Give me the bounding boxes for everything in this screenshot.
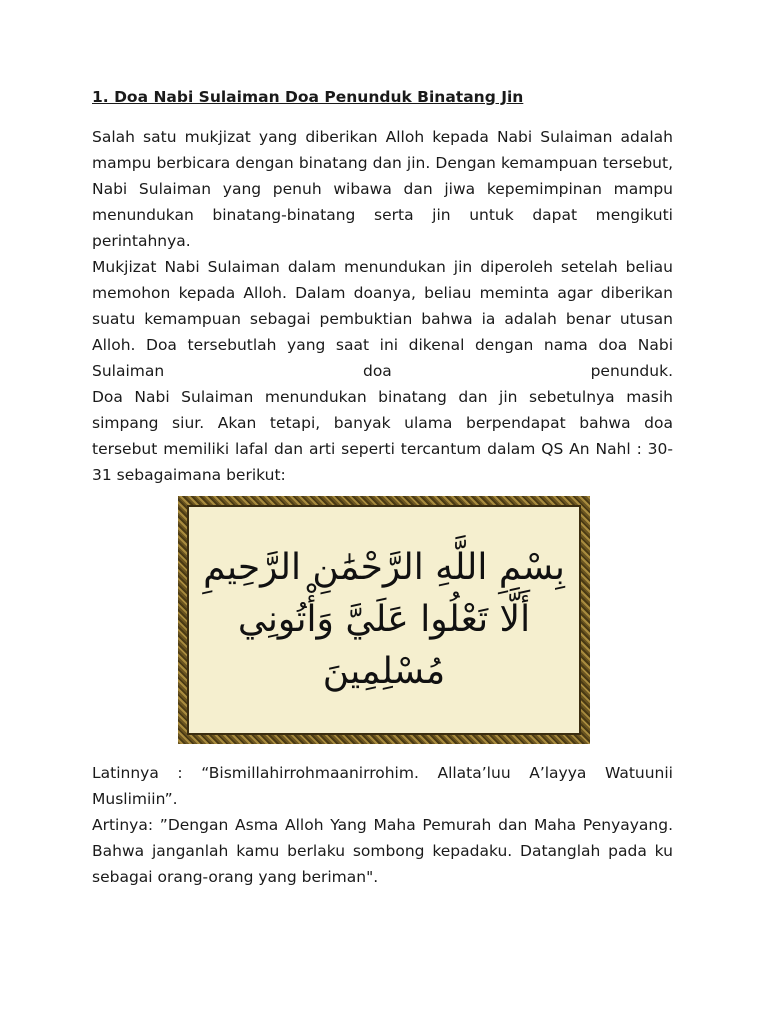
document-page — [92, 86, 673, 488]
arabic-calligraphy-figure — [178, 496, 590, 744]
arabic-line-muslimin: مُسْلِمِينَ — [322, 651, 446, 692]
text-line: Bahwa janganlah kamu berlaku sombong kepadaku. Datanglah pada ku — [92, 842, 673, 860]
text-line: tersebut memiliki lafal dan arti seperti tercantum dalam QS An Nahl : 30- — [92, 440, 673, 458]
arabic-line-verse: أَلَّا تَعْلُوا عَلَيَّ وَأْتُونِي — [237, 599, 531, 640]
text-line: 31 sebagaimana berikut: — [92, 466, 286, 484]
text-line: memohon kepada Alloh. Dalam doanya, beliau meminta agar diberikan — [92, 284, 673, 302]
paragraph-mukjizat — [92, 254, 673, 384]
paragraph-doa — [92, 384, 673, 488]
text-line: menundukan binatang-binatang serta jin untuk dapat mengikuti — [92, 206, 673, 224]
text-line: Salah satu mukjizat yang diberikan Alloh kepada Nabi Sulaiman adalah — [92, 128, 673, 146]
paragraph-latin — [92, 760, 673, 812]
text-line: Alloh. Doa tersebutlah yang saat ini dikenal dengan nama doa Nabi — [92, 336, 673, 354]
arabic-line-basmalah: بِسْمِ اللَّهِ الرَّحْمَٰنِ الرَّحِيمِ — [203, 547, 565, 588]
text-line: Latinnya : “Bismillahirrohmaanirrohim. Allata’luu A’layya Watuunii — [92, 764, 673, 782]
document-page-lower — [92, 760, 673, 890]
text-line: Mukjizat Nabi Sulaiman dalam menundukan jin diperoleh setelah beliau — [92, 258, 673, 276]
section-heading: 1. Doa Nabi Sulaiman Doa Penunduk Binatang Jin — [92, 88, 524, 106]
text-line: Artinya: ”Dengan Asma Alloh Yang Maha Pemurah dan Maha Penyayang. — [92, 816, 673, 834]
text-line: suatu kemampuan sebagai pembuktian bahwa ia adalah benar utusan — [92, 310, 673, 328]
text-line: Nabi Sulaiman yang penuh wibawa dan jiwa kepemimpinan mampu — [92, 180, 673, 198]
text-line: sebagai orang-orang yang beriman". — [92, 868, 379, 886]
text-line: perintahnya. — [92, 232, 191, 250]
text-line: Doa Nabi Sulaiman menundukan binatang dan jin sebetulnya masih — [92, 388, 673, 406]
text-line: Sulaiman doa penunduk. — [92, 362, 673, 380]
paragraph-intro — [92, 124, 673, 254]
text-line: simpang siur. Akan tetapi, banyak ulama berpendapat bahwa doa — [92, 414, 673, 432]
paragraph-translation — [92, 812, 673, 890]
text-line: Muslimiin”. — [92, 790, 178, 808]
text-line: mampu berbicara dengan binatang dan jin. Dengan kemampuan tersebut, — [92, 154, 673, 172]
figure-parchment — [187, 505, 581, 735]
